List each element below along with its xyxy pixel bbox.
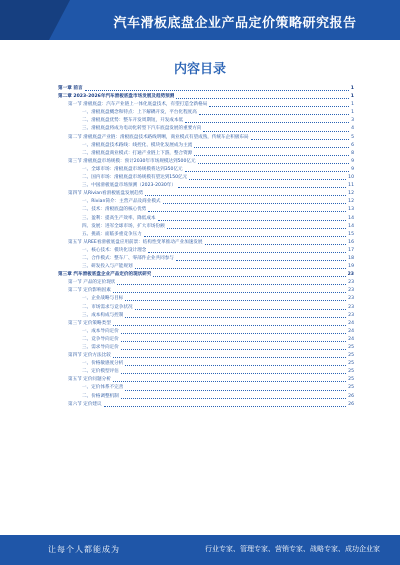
toc-leader-dots bbox=[113, 354, 346, 358]
toc-entry-label: 第二节 定价影响因素 bbox=[68, 288, 111, 294]
toc-leader-dots bbox=[189, 176, 346, 180]
toc-entry-label: 三、研发投入与产能规划 bbox=[82, 264, 133, 270]
toc-entry-page: 14 bbox=[348, 223, 354, 229]
toc-leader-dots bbox=[85, 87, 349, 91]
toc-entry-page: 15 bbox=[348, 231, 354, 237]
toc-entry[interactable] bbox=[58, 393, 354, 401]
toc-entry-page: 4 bbox=[351, 126, 354, 132]
toc-entry-label: 第六节 定价建议 bbox=[68, 401, 102, 407]
page-header bbox=[0, 0, 400, 40]
toc-entry-page: 23 bbox=[348, 296, 354, 302]
toc-entry-page: 24 bbox=[348, 336, 354, 342]
toc-entry-label: 第三节 定价策略类型 bbox=[68, 320, 111, 326]
toc-entry[interactable] bbox=[58, 255, 354, 263]
footer-slogan-left: 让每个人都能成为 bbox=[48, 545, 120, 554]
toc-leader-dots bbox=[194, 152, 349, 156]
toc-entry[interactable] bbox=[58, 158, 354, 166]
toc-entry-page: 24 bbox=[348, 328, 354, 334]
toc-entry[interactable] bbox=[58, 328, 354, 336]
toc-entry-page: 25 bbox=[348, 353, 354, 359]
toc-entry-label: 一、Rivian简介：主营产品及商业模式 bbox=[82, 199, 161, 205]
toc-entry-label: 第五节 定价问题分析 bbox=[68, 377, 111, 383]
toc-entry-label: 第三章 汽车滑板底盘企业产品定价的现状研究 bbox=[58, 272, 152, 278]
toc-entry-label: 第四节 定价方法比较 bbox=[68, 353, 111, 359]
toc-entry-page: 9 bbox=[351, 166, 354, 172]
toc-entry-page: 1 bbox=[351, 110, 354, 116]
toc-leader-dots bbox=[125, 314, 346, 318]
toc-entry[interactable] bbox=[58, 150, 354, 158]
toc-entry-page: 16 bbox=[348, 239, 354, 245]
toc-entry-page: 10 bbox=[348, 175, 354, 181]
toc-entry[interactable] bbox=[58, 117, 354, 125]
toc-entry-page: 1 bbox=[350, 86, 354, 91]
toc-leader-dots bbox=[148, 208, 346, 212]
toc-entry-label: 四、发展：进军全球市场，扩大市场份额 bbox=[82, 223, 165, 229]
toc-entry-page: 8 bbox=[351, 150, 354, 156]
toc-entry-page: 24 bbox=[348, 320, 354, 326]
toc-entry[interactable] bbox=[58, 336, 354, 344]
toc-entry[interactable] bbox=[58, 263, 354, 271]
toc-entry-page: 23 bbox=[348, 280, 354, 286]
toc-leader-dots bbox=[125, 362, 346, 366]
toc-entry[interactable] bbox=[58, 344, 354, 352]
toc-entry[interactable] bbox=[58, 239, 354, 247]
header-ribbon bbox=[0, 0, 70, 40]
toc-entry-page: 13 bbox=[348, 207, 354, 213]
toc-heading: 内容目录 bbox=[173, 62, 226, 77]
toc-entry[interactable] bbox=[58, 360, 354, 368]
toc-entry[interactable] bbox=[58, 279, 354, 287]
table-of-contents bbox=[58, 85, 354, 409]
toc-leader-dots bbox=[176, 257, 346, 261]
toc-entry-label: 一、滑板底盘技术路线：线控化、模块化发展成为主流 bbox=[82, 142, 193, 148]
toc-leader-dots bbox=[113, 289, 346, 293]
toc-leader-dots bbox=[176, 95, 348, 99]
toc-entry-label: 一、滑板底盘概念和特点：上下解耦开发，平台化程度高 bbox=[82, 110, 197, 116]
toc-entry-label: 第五节 从REE看滑板底盘应用前景：结构性变革推动产业加速发展 bbox=[68, 239, 203, 245]
toc-entry-page: 9 bbox=[351, 158, 354, 164]
toc-entry-label: 第一章 前言 bbox=[58, 86, 83, 91]
toc-entry[interactable] bbox=[58, 182, 354, 190]
toc-entry[interactable] bbox=[58, 247, 354, 255]
toc-leader-dots bbox=[163, 200, 347, 204]
toc-entry-page: 11 bbox=[348, 183, 354, 189]
toc-entry-label: 第一节 产品的定价现状 bbox=[68, 280, 116, 286]
toc-entry-label: 三、盈利：提高生产效率，降低成本 bbox=[82, 215, 156, 221]
toc-leader-dots bbox=[167, 225, 346, 229]
toc-entry-label: 一、成本导向定价 bbox=[82, 328, 119, 334]
toc-leader-dots bbox=[135, 306, 347, 310]
toc-leader-dots bbox=[104, 403, 347, 407]
toc-leader-dots bbox=[145, 192, 346, 196]
toc-entry[interactable] bbox=[58, 352, 354, 360]
toc-entry-label: 五、挑战：面临多重竞争压力 bbox=[82, 231, 142, 237]
toc-entry-page: 25 bbox=[348, 361, 354, 367]
footer-slogan-right: 行业专家、管理专家、营销专家、战略专家、成功企业家 bbox=[205, 545, 380, 553]
toc-entry[interactable] bbox=[58, 287, 354, 295]
toc-entry[interactable] bbox=[58, 215, 354, 223]
toc-entry-page: 17 bbox=[348, 247, 354, 253]
toc-entry[interactable] bbox=[58, 304, 354, 312]
toc-entry-label: 一、企业战略与目标 bbox=[82, 296, 124, 302]
toc-entry-label: 二、价格调整机制 bbox=[82, 393, 119, 399]
toc-leader-dots bbox=[178, 184, 346, 188]
toc-leader-dots bbox=[135, 265, 347, 269]
toc-leader-dots bbox=[121, 346, 346, 350]
toc-entry-page: 1 bbox=[350, 94, 354, 100]
toc-entry-page: 5 bbox=[351, 134, 354, 140]
toc-leader-dots bbox=[203, 128, 349, 132]
toc-leader-dots bbox=[125, 387, 346, 391]
toc-entry-page: 25 bbox=[348, 345, 354, 350]
toc-entry[interactable] bbox=[58, 312, 354, 320]
toc-entry-page: 25 bbox=[348, 369, 354, 375]
toc-leader-dots bbox=[205, 241, 347, 245]
toc-leader-dots bbox=[251, 136, 349, 140]
toc-leader-dots bbox=[185, 168, 349, 172]
toc-entry[interactable] bbox=[58, 198, 354, 206]
toc-entry-page: 23 bbox=[347, 272, 354, 278]
toc-entry[interactable] bbox=[58, 174, 354, 182]
toc-entry-label: 一、全球市场：滑板底盘市场规模将达到350亿元 bbox=[82, 166, 183, 172]
toc-entry[interactable] bbox=[58, 85, 354, 93]
toc-entry-label: 二、定价模型评估 bbox=[82, 369, 119, 375]
toc-leader-dots bbox=[199, 111, 349, 115]
report-title: 汽车滑板底盘企业产品定价策略研究报告 bbox=[113, 16, 357, 31]
toc-entry-label: 二、滑板底盘商业模式：打通产业链上下游，整合资源 bbox=[82, 150, 193, 156]
toc-leader-dots bbox=[121, 370, 346, 374]
toc-entry[interactable] bbox=[58, 384, 354, 392]
toc-entry-label: 二、国内市场：滑板底盘市场规模有望达到150亿元 bbox=[82, 175, 188, 181]
toc-entry[interactable] bbox=[58, 134, 354, 142]
toc-entry-page: 19 bbox=[348, 264, 354, 270]
toc-leader-dots bbox=[153, 273, 345, 277]
toc-leader-dots bbox=[194, 144, 349, 148]
toc-entry-label: 三、成本构成与控制 bbox=[82, 312, 124, 318]
toc-entry-page: 26 bbox=[348, 393, 354, 399]
toc-entry-page: 25 bbox=[348, 385, 354, 391]
toc-entry-page: 6 bbox=[351, 142, 354, 148]
toc-entry[interactable] bbox=[58, 376, 354, 384]
toc-entry-label: 第二节 滑板底盘产业链：滑板底盘技术路线明晰，商业模式有望成熟，传统车企积极布局 bbox=[68, 134, 249, 140]
toc-entry-page: 25 bbox=[348, 377, 354, 383]
toc-entry-page: 3 bbox=[351, 118, 354, 124]
toc-entry-label: 一、价格敏感度分析 bbox=[82, 361, 124, 367]
toc-entry[interactable] bbox=[58, 190, 354, 198]
toc-entry[interactable] bbox=[58, 93, 354, 101]
toc-entry[interactable] bbox=[58, 271, 354, 279]
page-footer bbox=[0, 535, 400, 565]
toc-leader-dots bbox=[117, 281, 346, 285]
toc-entry[interactable] bbox=[58, 368, 354, 376]
toc-entry-label: 一、核心技术：模块化设计理念 bbox=[82, 247, 147, 253]
toc-entry-label: 二、竞争导向定价 bbox=[82, 336, 119, 342]
toc-entry[interactable] bbox=[58, 125, 354, 133]
toc-entry[interactable] bbox=[58, 166, 354, 174]
toc-entry-label: 三、中国滑板底盘市场预测（2023-2030年） bbox=[82, 183, 176, 189]
toc-leader-dots bbox=[125, 297, 346, 301]
toc-leader-dots bbox=[209, 103, 349, 107]
toc-entry[interactable] bbox=[58, 295, 354, 303]
toc-entry-label: 二、技术：滑板底盘的核心优势 bbox=[82, 207, 147, 213]
toc-leader-dots bbox=[113, 322, 346, 326]
toc-entry[interactable] bbox=[58, 320, 354, 328]
toc-entry-page: 14 bbox=[348, 215, 354, 221]
toc-entry-label: 二、滑板底盘优势：整车开发周期短，开发成本低 bbox=[82, 118, 184, 124]
toc-entry[interactable] bbox=[58, 401, 354, 409]
toc-leader-dots bbox=[113, 378, 346, 382]
toc-entry[interactable] bbox=[58, 109, 354, 117]
toc-entry-label: 二、市场需求与竞争状况 bbox=[82, 304, 133, 310]
toc-entry-page: 23 bbox=[348, 304, 354, 310]
toc-entry[interactable] bbox=[58, 101, 354, 109]
toc-entry[interactable] bbox=[58, 142, 354, 150]
toc-entry-page: 12 bbox=[348, 199, 354, 205]
toc-leader-dots bbox=[185, 119, 349, 123]
toc-entry-page: 18 bbox=[348, 255, 354, 261]
toc-entry[interactable] bbox=[58, 223, 354, 231]
toc-entry-label: 三、滑板底盘将成为电动化转型下汽车底盘发展的重要方向 bbox=[82, 126, 202, 132]
toc-leader-dots bbox=[198, 160, 349, 164]
toc-entry-label: 二、合作模式：整车厂、零部件企业共同参与 bbox=[82, 255, 174, 261]
toc-entry[interactable] bbox=[58, 231, 354, 239]
toc-leader-dots bbox=[148, 249, 346, 253]
toc-entry-label: 三、需求导向定价 bbox=[82, 345, 119, 350]
toc-entry-page: 12 bbox=[348, 191, 354, 197]
toc-leader-dots bbox=[158, 217, 347, 221]
toc-entry-page: 26 bbox=[348, 401, 354, 407]
toc-entry-label: 第四节 从Rivian看滑板底盘发展趋势 bbox=[68, 191, 144, 197]
toc-entry-page: 23 bbox=[348, 312, 354, 318]
toc-leader-dots bbox=[121, 330, 346, 334]
toc-leader-dots bbox=[121, 338, 346, 342]
toc-entry[interactable] bbox=[58, 206, 354, 214]
toc-entry-label: 一、定价体系不完善 bbox=[82, 385, 124, 391]
toc-entry-page: 23 bbox=[348, 288, 354, 294]
toc-entry-label: 第三节 滑板底盘市场规模：预计2030年市场规模达到500亿元 bbox=[68, 158, 196, 164]
toc-entry-label: 第二章 2023-2026年汽车滑板底盘市场发展及趋势预测 bbox=[58, 94, 175, 100]
toc-entry-label: 第一节 滑板底盘：汽车产业链上一体化底盘技术，有望打造全新格局 bbox=[68, 102, 208, 108]
toc-entry-page: 1 bbox=[351, 102, 354, 108]
toc-leader-dots bbox=[144, 233, 346, 237]
toc-leader-dots bbox=[121, 395, 346, 399]
